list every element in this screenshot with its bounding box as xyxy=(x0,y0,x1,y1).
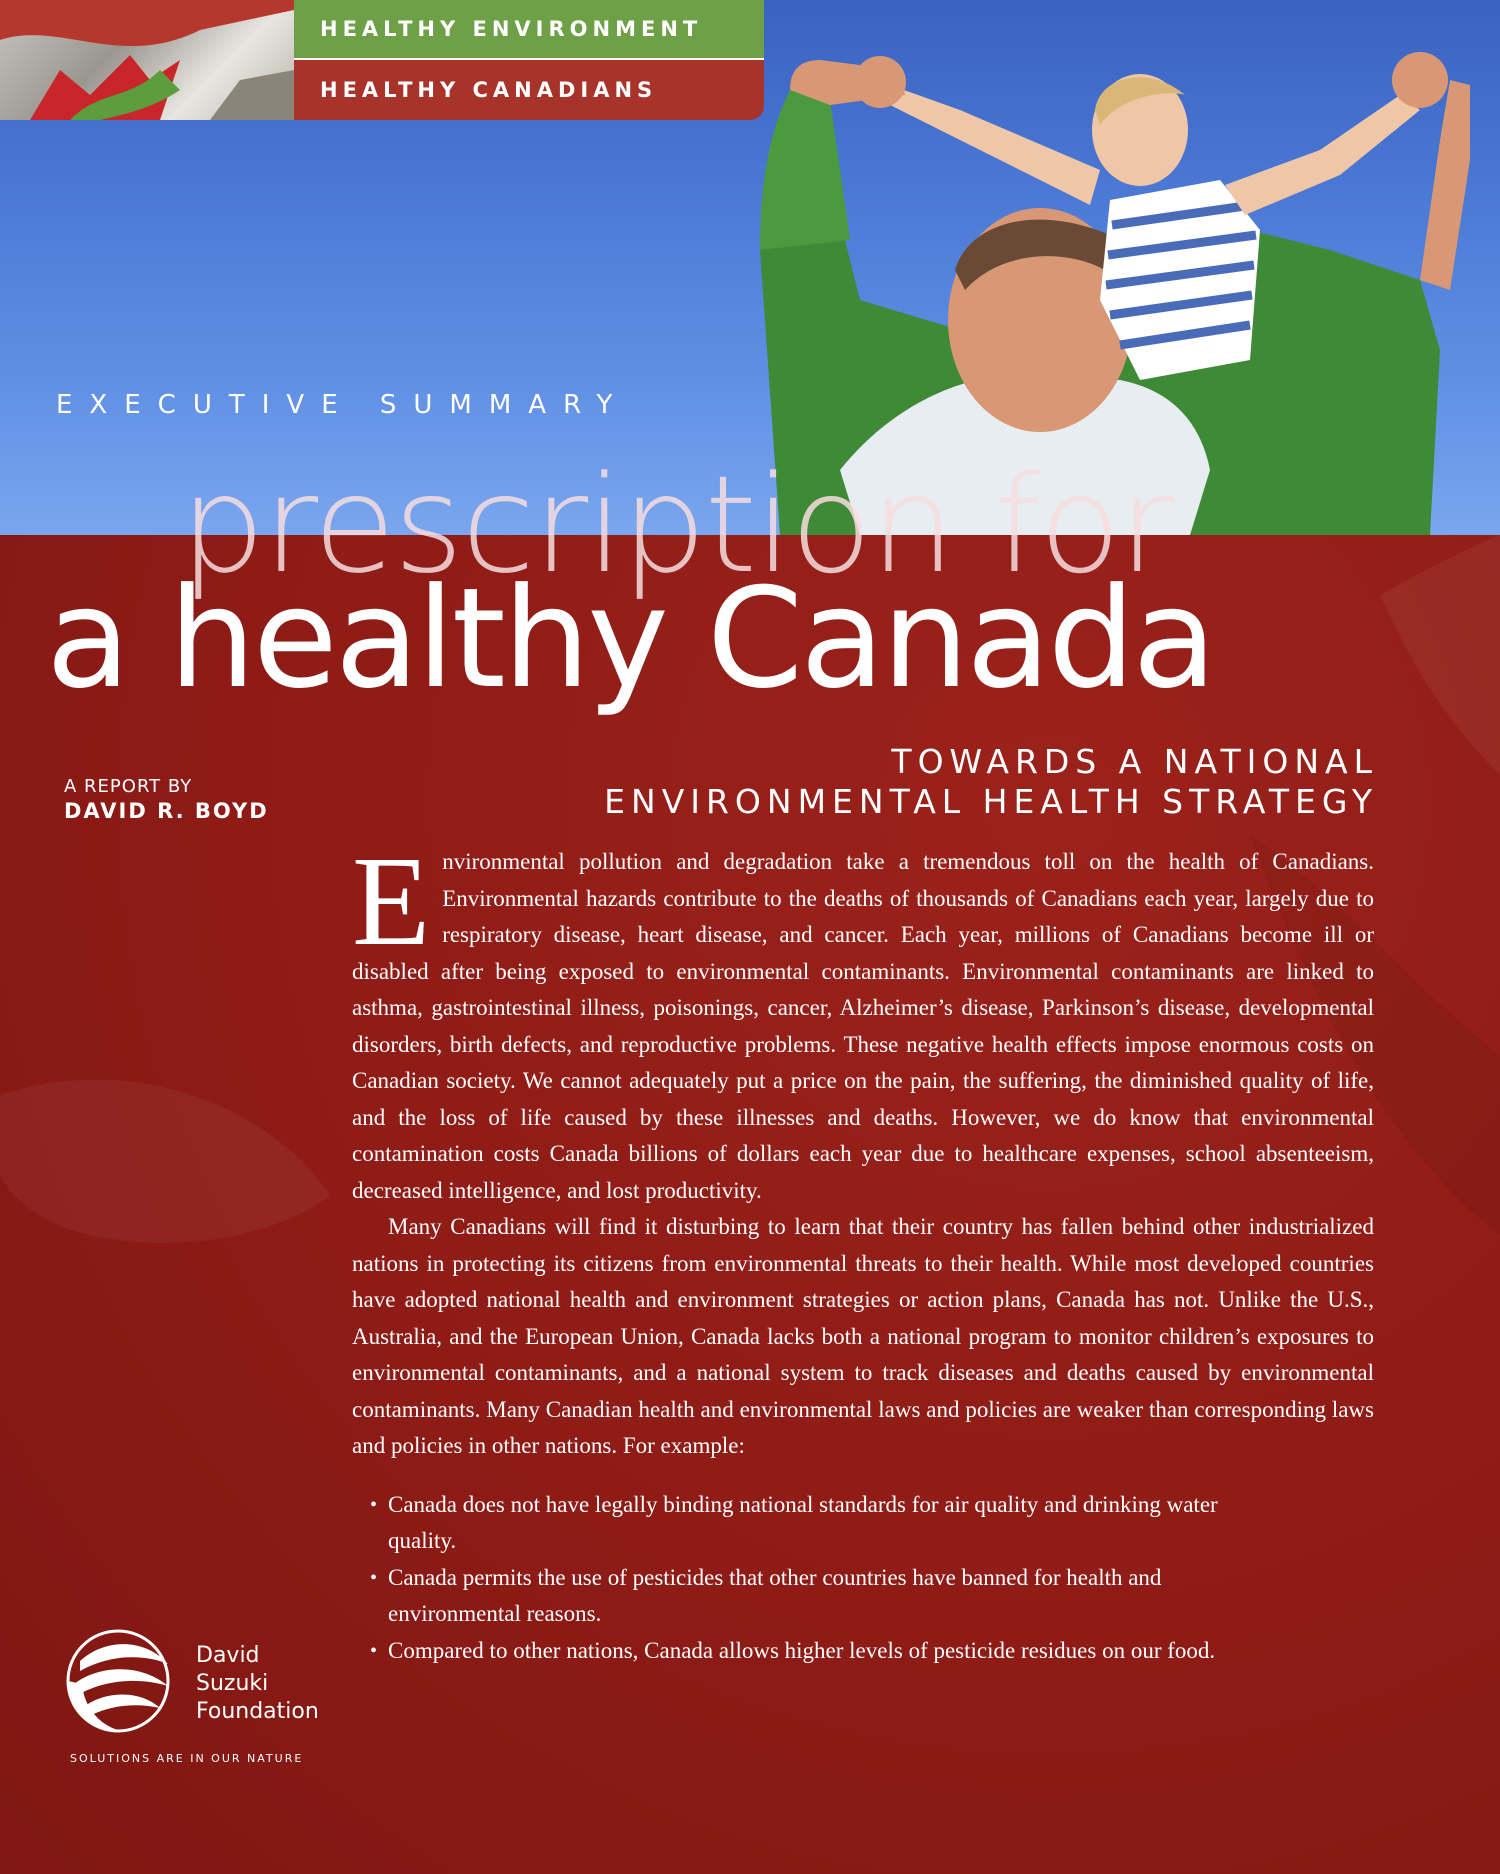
title-line-1: prescription for xyxy=(180,447,1173,603)
byline-prefix: A REPORT BY xyxy=(64,776,193,797)
foundation-leaf-logo-icon xyxy=(60,1626,176,1736)
example-list xyxy=(352,1487,1270,1670)
header-tabs xyxy=(294,0,764,120)
executive-summary-text xyxy=(352,830,1374,1669)
title-line-2: a healthy Canada xyxy=(46,558,1214,719)
list-item: • Canada does not have legally binding national standards for air quality and drinking water quality. xyxy=(370,1487,1270,1560)
subtitle-line-1: TOWARDS A NATIONAL xyxy=(891,742,1378,781)
drop-cap: E xyxy=(352,830,431,972)
list-item: • Compared to other nations, Canada allows higher levels of pesticide residues on our food. xyxy=(370,1633,1270,1670)
canadian-flag-thumbnail xyxy=(0,0,294,120)
paragraph-2: Many Canadians will find it disturbing to learn that their country has fallen behind other industrialized nations in protecting its citizens from environmental threats to their health. While most developed countries have adopted national health and environment strategies or action plans, Canada has not. Unlike the U.S., Australia, and the European Union, Canada lacks both a national program to monitor children’s exposures to environmental contaminants, and a national system to track diseases and deaths caused by environmental contaminants. Many Canadian health and environmental laws and policies are weaker than corresponding laws and policies in other nations. For example: xyxy=(352,1214,1374,1458)
foundation-name xyxy=(196,1642,319,1726)
list-item: • Canada permits the use of pesticides that other countries have banned for health and environmental reasons. xyxy=(370,1560,1270,1633)
section-label: EXECUTIVE SUMMARY xyxy=(56,390,630,420)
healthy-environment-tab: HEALTHY ENVIRONMENT xyxy=(294,0,764,60)
paragraph-1 xyxy=(352,830,1374,1209)
subtitle-line-2: ENVIRONMENTAL HEALTH STRATEGY xyxy=(604,782,1378,821)
foundation-name-line-1: David xyxy=(196,1643,260,1668)
foundation-name-line-2: Suzuki xyxy=(196,1671,269,1696)
paragraph-1-text: nvironmental pollution and degradation take a tremendous toll on the health of Canadians. Environmental hazards contribute to the deaths of thousands of Canadians each year, largely due to respiratory disease, heart disease, and cancer. Each year, millions of Canadians become ill or disabled after being exposed to environmental contaminants. Environmental contaminants are linked to asthma, gastrointestinal illness, poisonings, cancer, Alzheimer’s disease, Parkinson’s disease, developmental disorders, birth defects, and reproductive problems. These negative health effects impose enormous costs on Canadian society. We cannot adequately put a price on the pain, the suffering, the diminished quality of life, and the loss of life caused by these illnesses and deaths. However, we do know that environmental contamination costs Canada billions of dollars each year due to healthcare expenses, school absenteeism, decreased intelligence, and lost productivity. xyxy=(352,849,1374,1203)
maple-leaf-flag-icon xyxy=(0,0,294,120)
foundation-tagline: SOLUTIONS ARE IN OUR NATURE xyxy=(70,1752,304,1765)
foundation-name-line-3: Foundation xyxy=(196,1699,319,1724)
subtitle xyxy=(604,742,1378,822)
byline xyxy=(64,776,269,823)
byline-author: DAVID R. BOYD xyxy=(64,799,269,823)
healthy-canadians-tab: HEALTHY CANADIANS xyxy=(294,60,764,120)
